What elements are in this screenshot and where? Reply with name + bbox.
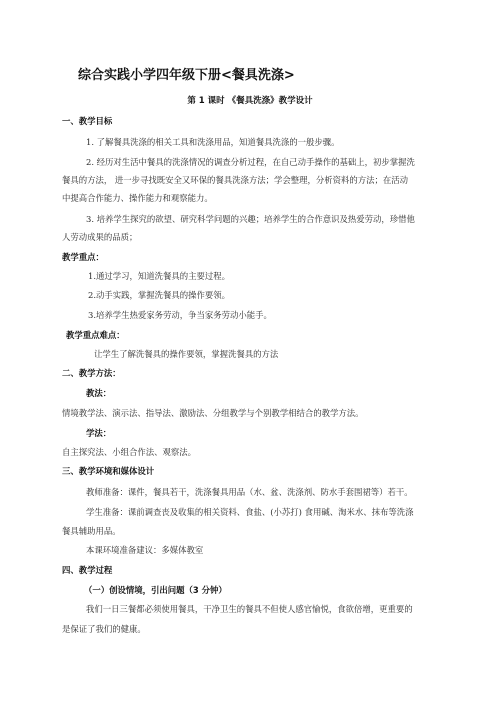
objective-2-line-2: 餐具的方法， 进一步寻找既安全又环保的餐具洗涤方法；学会整理，分析资料的方法；在活动 [62,175,409,185]
objective-3-line-2: 人劳动成果的品质； [62,232,138,242]
step-1-heading: （一）创设情境，引出问题（3 分钟） [84,585,227,595]
lesson-title: 第 1 课时 《餐具洗涤》教学设计 [187,96,313,106]
key-point-3: 3.培养学生热爱家务劳动，争当家务劳动小能手。 [88,310,272,320]
environment-heading: 三、教学环境和媒体设计 [62,466,155,476]
document-title: 综合实践小学四年级下册<餐具洗涤> [78,68,295,83]
learning-methods-text: 自主探究法、小组合作法、观察法。 [62,447,196,457]
key-points-heading: 教学重点： [62,252,104,262]
process-heading: 四、教学过程 [62,565,113,575]
teacher-prep: 教师准备：课件，餐具若干，洗涤餐具用品（水、盆、洗涤剂、防水手套围裙等）若干。 [86,487,413,497]
teaching-methods-text: 情境教学法、演示法、指导法、激励法、分组教学与个别教学相结合的教学方法。 [62,408,364,418]
step-1-line-1: 我们一日三餐都必须使用餐具，干净卫生的餐具不但使人感官愉悦，食欲倍增，更重要的 [86,604,413,614]
objectives-heading: 一、教学目标 [62,116,113,126]
student-prep-line-1: 学生准备：课前调查丧及收集的相关资料、食盐、(小苏打) 食用碱、淘米水、抹布等洗涤 [86,507,414,517]
teaching-methods-heading: 教法： [86,388,112,398]
learning-methods-heading: 学法： [86,428,112,438]
key-point-2: 2.动手实践，掌握洗餐具的操作要领。 [88,290,230,300]
methods-heading: 二、教学方法： [62,368,121,378]
key-point-1: 1.通过学习，知道洗餐具的主要过程。 [88,271,230,281]
objective-3-line-1: 3. 培养学生探究的欲望、研究科学问题的兴趣；培养学生的合作意识及热爱劳动，珍惜他 [86,214,415,224]
difficulty-heading: 教学重点难点： [66,330,125,340]
objective-1: 1. 了解餐具洗涤的相关工具和洗涤用品，知道餐具洗涤的一般步骤。 [86,137,340,147]
objective-2-line-3: 中提高合作能力、操作能力和观察能力。 [62,193,213,203]
student-prep-line-2: 餐具辅助用品。 [62,526,121,536]
environment-text: 本课环境准备建议：多媒体教室 [86,545,204,555]
difficulty-text: 让学生了解洗餐具的操作要领，掌握洗餐具的方法 [94,349,279,359]
objective-2-line-1: 2. 经历对生活中餐具的洗涤情况的调查分析过程，在自己动手操作的基础上，初步掌握洗 [86,157,415,167]
step-1-line-2: 是保证了我们的健康。 [62,624,146,634]
